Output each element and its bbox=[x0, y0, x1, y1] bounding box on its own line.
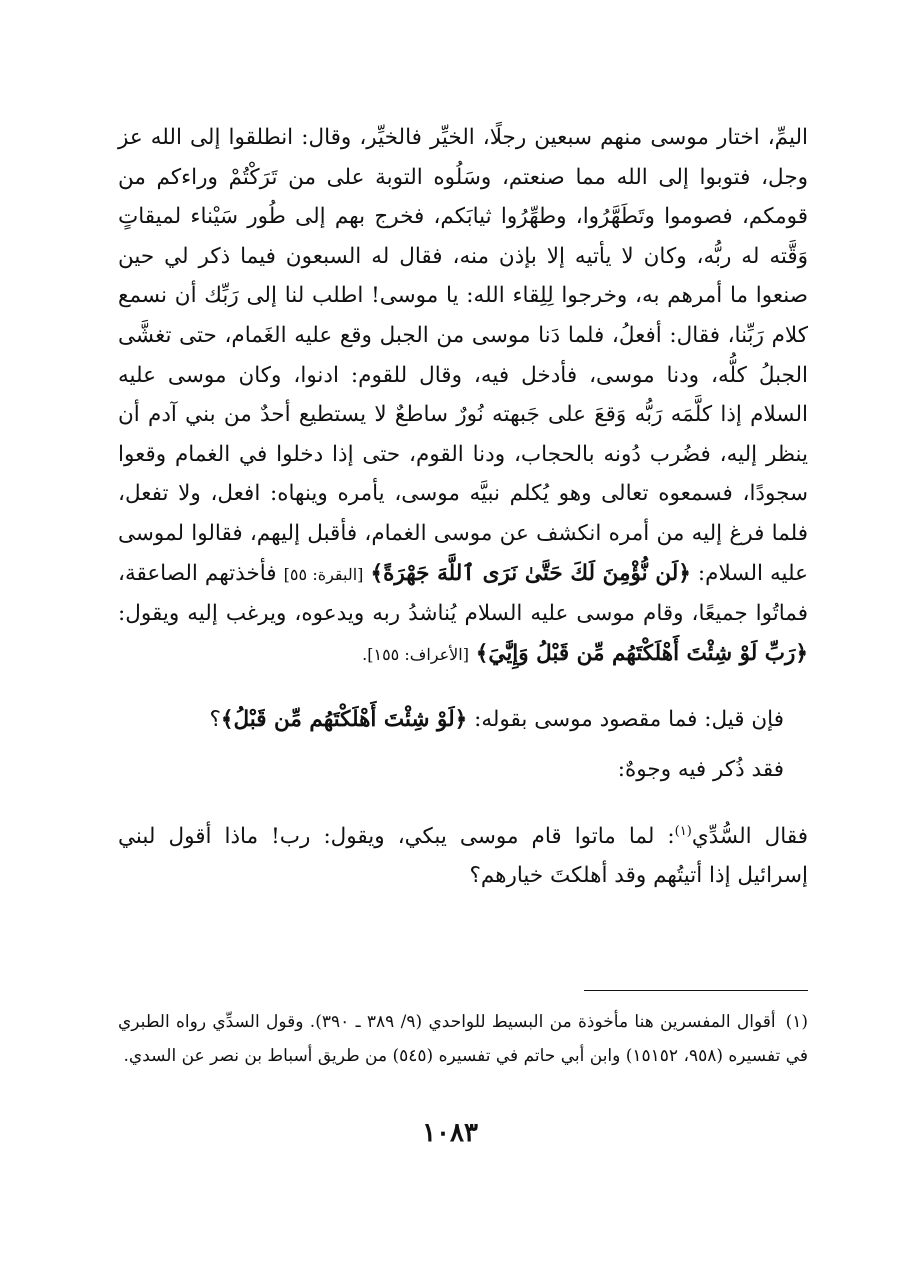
paragraph-text: فأخذتهم الصاعقة، فماتُوا جميعًا، وقام موسى عليه السلام يُناشدُ ربه ويدعوه، ويرغب إليه ويقول: bbox=[118, 560, 808, 627]
paragraph-text: اليمِّ، اختار موسى منهم سبعين رجلًا، الخيِّر فالخيِّر، وقال: انطلقوا إلى الله عز وجل، فتوبوا إلى الله مما صنعتم، وسَلُوه التوبة على من تَرَكْتُمْ وراءكم من قومكم، فصوموا وتَطَهَّرُوا، وطهِّرُوا ثيابَكم، فخرج بهم إلى طُور سَيْناء لميقاتٍ وَقَّته له ربُّه، وكان لا يأتيه إلا بإذن منه، فقال له السبعون فيما ذكر لي حين صنعوا ما أمرهم به، وخرجوا لِلِقاء الله: يا موسى! اطلب لنا إلى رَبِّك أن نسمع كلام رَبِّنا، فقال: أفعلُ، فلما دَنا موسى من الجبل وقع عليه الغَمام، حتى تغشَّى الجبلُ كلُّه، ودنا موسى، فأدخل فيه، وقال للقوم: ادنوا، وكان موسى عليه السلام إذا كلَّمَه رَبُّه وَقعَ على جَبهته نُورٌ ساطعٌ لا يستطيع أحدٌ من بني آدم أن ينظر إليه، فضُرب دُونه بالحجاب، ودنا القوم، حتى إذا دخلوا في الغمام وقعوا سجودًا، فسمعوه تعالى وهو يُكلم نبيَّه موسى، يأمره وينهاه: افعل، ولا تفعل، فلما فرغ إليه من أمره انكشف عن موسى الغمام، فأقبل إليهم، فقالوا لموسى عليه السلام: bbox=[118, 125, 808, 586]
answer-paragraph: فقد ذُكر فيه وجوهٌ: bbox=[617, 756, 784, 782]
main-paragraph bbox=[118, 118, 808, 674]
page-body bbox=[118, 118, 808, 896]
footnote-marker: (١) bbox=[785, 1012, 808, 1032]
quran-quote: ﴿رَبِّ لَوْ شِئْتَ أَهْلَكْتَهُم مِّن قَبْلُ وَإِيَّٰيَ﴾ bbox=[475, 640, 808, 666]
quran-reference: [البقرة: ٥٥] bbox=[283, 564, 364, 584]
question-mark: ؟ bbox=[209, 707, 221, 733]
page-number: ١٠٨٣ bbox=[422, 1118, 478, 1148]
suddi-paragraph bbox=[118, 812, 808, 896]
quran-quote: ﴿لَوْ شِئْتَ أَهْلَكْتَهُم مِّن قَبْلُ﴾ bbox=[220, 707, 468, 733]
footnote-divider bbox=[584, 990, 808, 991]
footnote-reference[interactable]: (١) bbox=[674, 823, 692, 839]
quran-quote: ﴿لَن نُّؤْمِنَ لَكَ حَتَّىٰ نَرَى ٱللَّهَ جَهْرَةً﴾ bbox=[370, 560, 691, 586]
quran-reference: [الأعراف: ١٥٥]. bbox=[362, 644, 469, 664]
question-paragraph bbox=[118, 700, 808, 740]
question-text: فإن قيل: فما مقصود موسى بقوله: bbox=[474, 707, 784, 733]
suddi-name: فقال السُّدِّي bbox=[691, 823, 808, 849]
footnote bbox=[118, 1005, 808, 1073]
suddi-text: : لما ماتوا قام موسى يبكي، ويقول: رب! ماذا أقول لبني إسرائيل إذا أتيتُهم وقد أهلكتَ خيارهم؟ bbox=[118, 823, 808, 889]
footnote-text: أقوال المفسرين هنا مأخوذة من البسيط للواحدي (٩/ ٣٨٩ ـ ٣٩٠). وقول السدِّي رواه الطبري في تفسيره (٩٥٨، ١٥١٥٢) وابن أبي حاتم في تفسيره (٥٤٥) من طريق أسباط بن نصر عن السدي. bbox=[118, 1012, 808, 1066]
